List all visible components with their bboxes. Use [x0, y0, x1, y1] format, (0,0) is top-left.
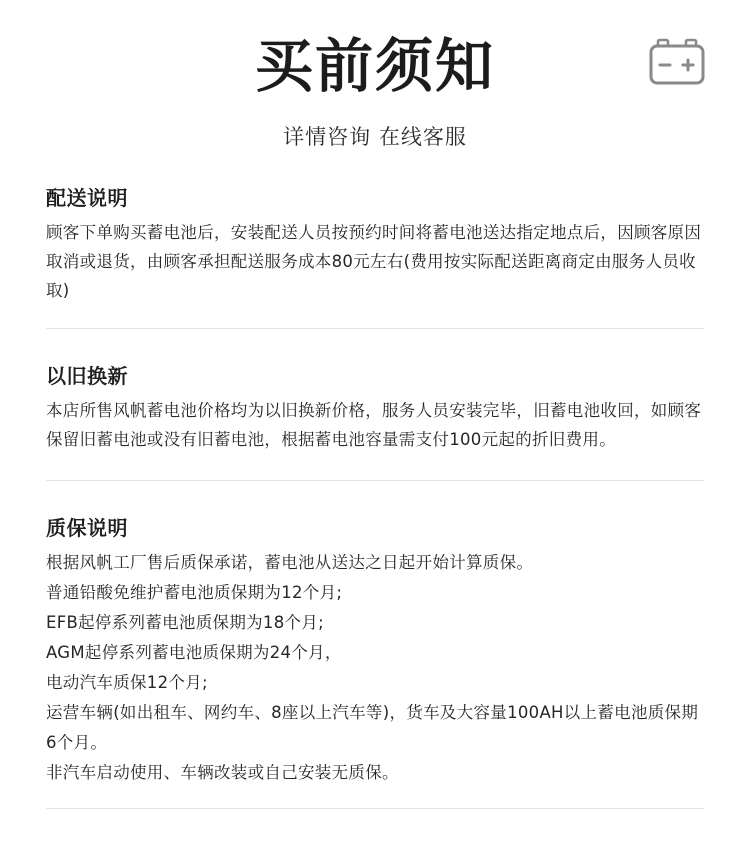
warranty-line: 非汽车启动使用、车辆改装或自己安装无质保。: [46, 763, 399, 782]
section-title: 质保说明: [46, 516, 128, 540]
section-delivery: [0, 176, 750, 305]
section-title: 配送说明: [46, 186, 128, 210]
warranty-line: 电动汽车质保12个月;: [46, 673, 208, 692]
section-warranty: [0, 481, 750, 788]
warranty-line: 普通铅酸免维护蓄电池质保期为12个月;: [46, 583, 343, 602]
warranty-line: 运营车辆(如出租车、网约车、8座以上汽车等)，货车及大容量100AH以上蓄电池质保期6个月。: [46, 703, 699, 752]
divider: [46, 808, 704, 809]
section-title: 以旧换新: [46, 364, 128, 388]
page-title: 买前须知: [254, 32, 495, 100]
warranty-line: 根据风帆工厂售后质保承诺，蓄电池从送达之日起开始计算质保。: [46, 553, 534, 572]
section-body: 顾客下单购买蓄电池后，安装配送人员按预约时间将蓄电池送达指定地点后，因顾客原因取消或退货，由顾客承担配送服务成本80元左右(费用按实际配送距离商定由服务人员收取): [46, 223, 702, 300]
battery-icon: [648, 38, 706, 86]
notice-sections: [0, 176, 750, 809]
section-body: 本店所售风帆蓄电池价格均为以旧换新价格，服务人员安装完毕，旧蓄电池收回，如顾客保留旧蓄电池或没有旧蓄电池，根据蓄电池容量需支付100元起的折旧费用。: [46, 401, 702, 449]
warranty-line: AGM起停系列蓄电池质保期为24个月，: [46, 643, 342, 662]
contact-subtitle: 详情咨询 在线客服: [283, 125, 467, 149]
header: [0, 0, 750, 170]
warranty-line: EFB起停系列蓄电池质保期为18个月;: [46, 613, 324, 632]
section-trade-in: [0, 329, 750, 454]
